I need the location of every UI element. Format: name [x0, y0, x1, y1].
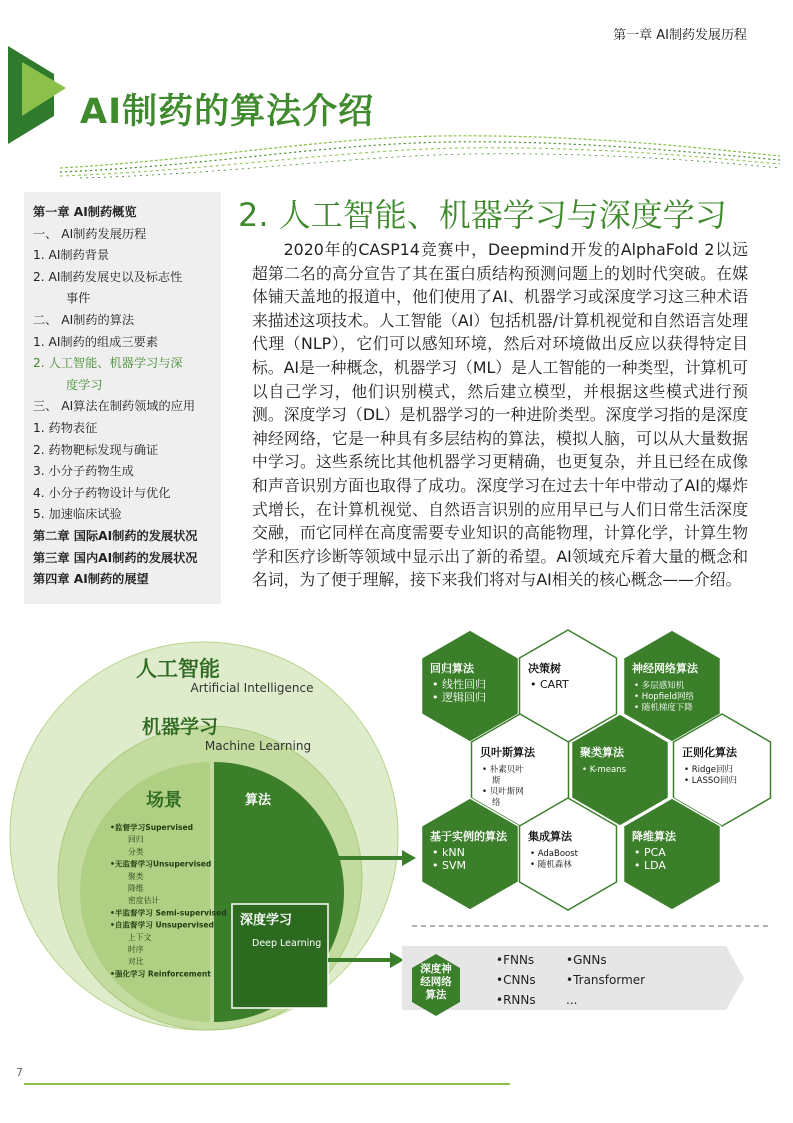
toc-item[interactable]: 第三章 国内AI制药的发展状况 — [33, 550, 198, 565]
dl-subtitle: Deep Learning — [252, 938, 322, 949]
algorithm-hexagons — [422, 630, 771, 910]
toc-item[interactable]: 第四章 AI制药的展望 — [33, 572, 149, 587]
page-main-title: AI制药的算法介绍 — [80, 92, 375, 132]
hexagon-item: • K-means — [582, 765, 626, 775]
scene-list-item: •半监督学习 Semi-supervised — [110, 908, 227, 918]
toc-item[interactable]: 3. 小分子药物生成 — [33, 464, 134, 479]
scene-list-item: 对比 — [128, 957, 144, 967]
hexagon-title: 基于实例的算法 — [430, 830, 507, 843]
header-chapter: 第一章 AI制药发展历程 — [613, 28, 747, 43]
hexagon-title: 回归算法 — [430, 662, 474, 675]
scene-list-item: •强化学习 Reinforcement — [110, 969, 211, 979]
dnn-title-line: 经网络 — [420, 976, 452, 988]
toc-item[interactable]: 第一章 AI制药概览 — [33, 205, 137, 219]
hexagon-item: • 贝叶斯网 — [482, 787, 524, 797]
scene-list-item: 降维 — [128, 884, 144, 893]
ml-subtitle: Machine Learning — [204, 739, 312, 753]
toc-item[interactable]: 事件 — [66, 291, 91, 306]
hexagon-item: • 随机森林 — [530, 860, 572, 870]
hexagon-item: • 随机梯度下降 — [634, 703, 693, 713]
scene-list-item: 聚类 — [128, 871, 144, 881]
toc-item[interactable]: 2. 药物靶标发现与确证 — [33, 442, 159, 457]
hexagon-title: 聚类算法 — [580, 746, 624, 759]
toc-item[interactable]: 度学习 — [66, 377, 103, 392]
toc-item[interactable]: 5. 加速临床试验 — [33, 507, 122, 522]
hexagon-item: • Ridge回归 — [684, 765, 734, 775]
ml-title: 机器学习 — [141, 716, 219, 738]
ai-title: 人工智能 — [136, 657, 220, 681]
algo-title: 算法 — [244, 793, 272, 808]
toc-item[interactable]: 1. 药物表征 — [33, 420, 98, 435]
ai-subtitle: Artificial Intelligence — [190, 681, 314, 695]
scene-title: 场景 — [146, 790, 182, 811]
toc-item[interactable]: 1. AI制药的组成三要素 — [33, 334, 158, 349]
page-number: 7 — [16, 1066, 23, 1079]
hexagon-title: 正则化算法 — [682, 746, 737, 759]
hexagon-title: 贝叶斯算法 — [480, 746, 535, 759]
scene-list-item: 时序 — [128, 945, 144, 954]
toc-item[interactable]: 第二章 国际AI制药的发展状况 — [33, 528, 198, 543]
hexagon-title: 神经网络算法 — [632, 662, 698, 675]
hexagon-item: • 朴素贝叶 — [482, 765, 524, 775]
dnn-item: •Transformer — [566, 973, 646, 987]
dnn-title-line: 算法 — [425, 989, 447, 1001]
hexagon-item: • kNN — [432, 846, 465, 859]
dnn-item: ... — [566, 993, 578, 1007]
hexagon-item: • Hopfield网络 — [634, 692, 695, 702]
ai-concept-diagram — [0, 620, 793, 1040]
hexagon-item: • AdaBoost — [530, 849, 578, 859]
dnn-item: •FNNs — [496, 953, 535, 967]
decorative-wave — [60, 130, 780, 180]
scene-list-item: •自监督学习 Unsupervised — [110, 920, 214, 930]
table-of-contents — [24, 192, 221, 604]
dnn-item: •CNNs — [496, 973, 536, 987]
body-paragraph: 2020年的CASP14竞赛中，Deepmind开发的AlphaFold 2以远超第二名的高分宣告了其在蛋白质结构预测问题上的划时代突破。在媒体铺天盖地的报道中，他们使用了AI、机器学习或深度学习这三种术语来描述这项技术。人工智能（AI）包括机器/计算机视觉和自然语言处理代理（NLP），它们可以感知环境，然后对环境做出反应以获得特定目标。AI是一种概念，机器学习（ML）是人工智能的一种类型，计算机可以自己学习，他们识别模式，然后建立模型，并根据这些模式进行预测。深度学习（DL）是机器学习的一种进阶类型。深度学习指的是深度神经网络，它是一种具有多层结构的算法，模拟人脑，可以从大量数据中学习。这些系统比其他机器学习更精确，也更复杂，并且已经在成像和声音识别方面也取得了成功。深度学习在过去十年中带动了AI的爆炸式增长，在计算机视觉、自然语言识别的应用早已与人们日常生活深度交融，而它同样在高度需要专业知识的高能物理，计算化学，计算生物学和医疗诊断等领域中显示出了新的希望。AI领域充斥着大量的概念和名词，为了便于理解，接下来我们将对与AI相关的核心概念——介绍。 — [252, 240, 749, 590]
toc-item[interactable]: 2. AI制药发展史以及标志性 — [33, 269, 183, 284]
hexagon-item: • SVM — [432, 859, 466, 872]
scene-list-item: 上下文 — [128, 932, 152, 942]
scene-list-item: •无监督学习Unsupervised — [110, 859, 212, 869]
scene-list-item: 密度估计 — [128, 896, 160, 906]
scene-list-item: •监督学习Supervised — [110, 823, 194, 832]
hexagon-item: 斯 — [492, 776, 501, 786]
hexagon-item: • 线性回归 — [432, 678, 486, 691]
toc-item[interactable]: 4. 小分子药物设计与优化 — [33, 485, 171, 500]
hexagon-item: • 多层感知机 — [634, 681, 685, 691]
hexagon-item: • PCA — [634, 846, 666, 859]
footer-line — [24, 1083, 510, 1085]
section-title: 2. 人工智能、机器学习与深度学习 — [238, 196, 727, 234]
hexagon-item: 络 — [492, 798, 501, 808]
toc-item[interactable]: 一、 AI制药发展历程 — [33, 226, 147, 241]
hexagon-title: 集成算法 — [528, 830, 572, 843]
toc-item[interactable]: 二、 AI制药的算法 — [33, 312, 135, 327]
dl-title: 深度学习 — [240, 913, 293, 928]
hexagon-item: • CART — [530, 678, 569, 691]
toc-item[interactable]: 1. AI制药背景 — [33, 248, 110, 263]
scene-list-item: 分类 — [128, 847, 144, 857]
toc-item[interactable]: 三、 AI算法在制药领域的应用 — [33, 399, 196, 414]
hexagon-item: • 逻辑回归 — [432, 691, 486, 704]
scene-list-item: 回归 — [128, 835, 144, 845]
hexagon-item: • LASSO回归 — [684, 776, 737, 786]
dnn-item: •RNNs — [496, 993, 536, 1007]
toc-item[interactable]: 2. 人工智能、机器学习与深 — [33, 356, 183, 371]
hexagon-item: • LDA — [634, 859, 666, 872]
hexagon-title: 降维算法 — [632, 830, 676, 843]
hexagon-title: 决策树 — [528, 662, 561, 675]
dnn-item: •GNNs — [566, 953, 607, 967]
dnn-title-line: 深度神 — [420, 963, 452, 975]
